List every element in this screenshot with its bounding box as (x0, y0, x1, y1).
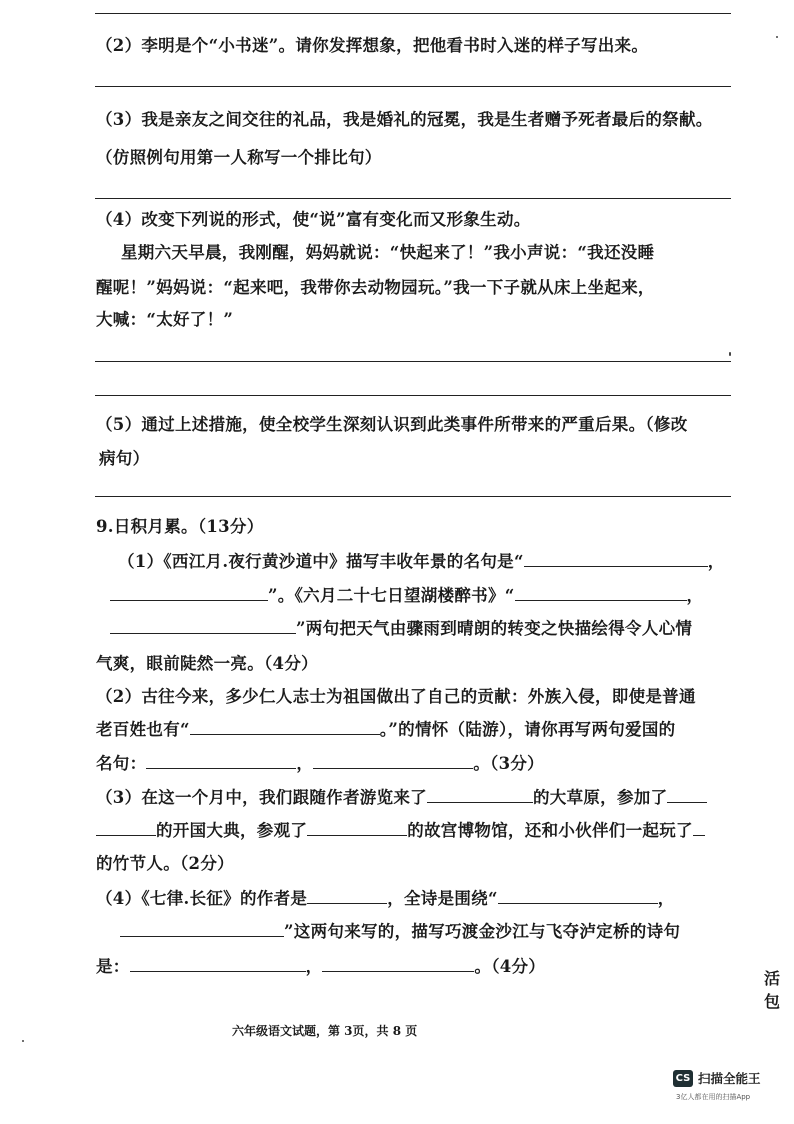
answer-line-top (95, 13, 731, 14)
fill-blank[interactable] (146, 754, 296, 769)
page-footer: 六年级语文试题，第 3页，共 8 页 (232, 1024, 418, 1038)
scanner-watermark (673, 1069, 761, 1087)
fill-blank[interactable] (322, 957, 474, 972)
question-9-1-line-3: ”两句把天气由骤雨到晴朗的转变之快描绘得令人心情 (110, 615, 692, 639)
question-4-passage-line-3: 大喊：“太好了！” (96, 310, 234, 329)
fill-blank[interactable] (515, 586, 687, 601)
question-9-3-line-3: 的竹节人。（2分） (96, 854, 234, 873)
question-4-passage-line-1: 星期六天早晨，我刚醒，妈妈就说：“快起来了！”我小声说：“我还没睡 (121, 243, 655, 262)
question-9-1-line-4: 气爽，眼前陡然一亮。（4分） (96, 654, 318, 673)
answer-line-q3[interactable] (95, 198, 731, 199)
scanner-brand: 扫描全能王 (698, 1071, 761, 1086)
answer-line-q4-2[interactable] (95, 395, 731, 396)
question-9-2-line-3: 名句： ， 。（3分） (96, 754, 544, 773)
question-9-3-line-1: （3）在这一个月中，我们跟随作者游览来了 的大草原，参加了 (96, 784, 707, 808)
question-4: （4）改变下列说的形式，使“说”富有变化而又形象生动。 (96, 210, 531, 229)
fill-blank[interactable] (130, 957, 306, 972)
question-9-2-line-1: （2）古往今来，多少仁人志士为祖国做出了自己的贡献：外族入侵，即使是普通 (96, 687, 696, 706)
question-5-line-2: 病句） (99, 449, 150, 468)
fill-blank[interactable] (307, 889, 387, 904)
question-9-4-line-3: 是： ， 。（4分） (96, 957, 546, 976)
fill-blank[interactable] (110, 619, 296, 634)
scan-speck (729, 352, 731, 356)
fill-blank[interactable] (96, 821, 156, 836)
fill-blank[interactable] (693, 821, 705, 836)
answer-line-q5[interactable] (95, 496, 731, 497)
fill-blank[interactable] (190, 720, 380, 735)
question-9-1-line-1: （1）《西江月.夜行黄沙道中》描写丰收年景的名句是“ ， (118, 552, 725, 571)
fill-blank[interactable] (524, 552, 708, 567)
fill-blank[interactable] (667, 788, 707, 803)
scanner-tagline: 3亿人都在用的扫描App (676, 1093, 751, 1101)
fill-blank[interactable] (110, 586, 268, 601)
scan-speck (22, 1040, 24, 1042)
fill-blank[interactable] (313, 754, 473, 769)
answer-line-q4-1[interactable] (95, 361, 731, 362)
scan-speck (776, 36, 778, 38)
question-2: （2）李明是个“小书迷”。请你发挥想象，把他看书时入迷的样子写出来。 (96, 36, 649, 55)
question-9-4-line-2: ”这两句来写的，描写巧渡金沙江与飞夺泸定桥的诗句 (120, 918, 680, 942)
side-text-fragment: 活包 (764, 969, 781, 1011)
fill-blank[interactable] (498, 889, 658, 904)
scanner-logo-icon: CS (673, 1070, 693, 1087)
answer-line-q2[interactable] (95, 86, 731, 87)
question-4-passage-line-2: 醒呢！”妈妈说：“起来吧，我带你去动物园玩。”我一下子就从床上坐起来， (96, 278, 655, 297)
question-3: （3）我是亲友之间交往的礼品，我是婚礼的冠冕，我是生者赠予死者最后的祭献。 (96, 110, 713, 129)
question-5-line-1: （5）通过上述措施，使全校学生深刻认识到此类事件所带来的严重后果。（修改 (96, 415, 688, 434)
question-9-heading: 9.日积月累。（13分） (96, 517, 264, 536)
fill-blank[interactable] (120, 922, 284, 937)
question-9-4-line-1: （4）《七律.长征》的作者是 ，全诗是围绕“ ， (96, 889, 675, 908)
fill-blank[interactable] (427, 788, 533, 803)
question-9-1-line-2: ”。《六月二十七日望湖楼醉书》“ ， (110, 582, 703, 606)
question-9-3-line-2: 的开国大典，参观了 的故宫博物馆，还和小伙伴们一起玩了 (96, 817, 705, 841)
question-3-note: （仿照例句用第一人称写一个排比句） (96, 148, 382, 167)
question-9-2-line-2: 老百姓也有“ 。”的情怀（陆游），请你再写两句爱国的 (96, 720, 676, 739)
fill-blank[interactable] (307, 821, 407, 836)
